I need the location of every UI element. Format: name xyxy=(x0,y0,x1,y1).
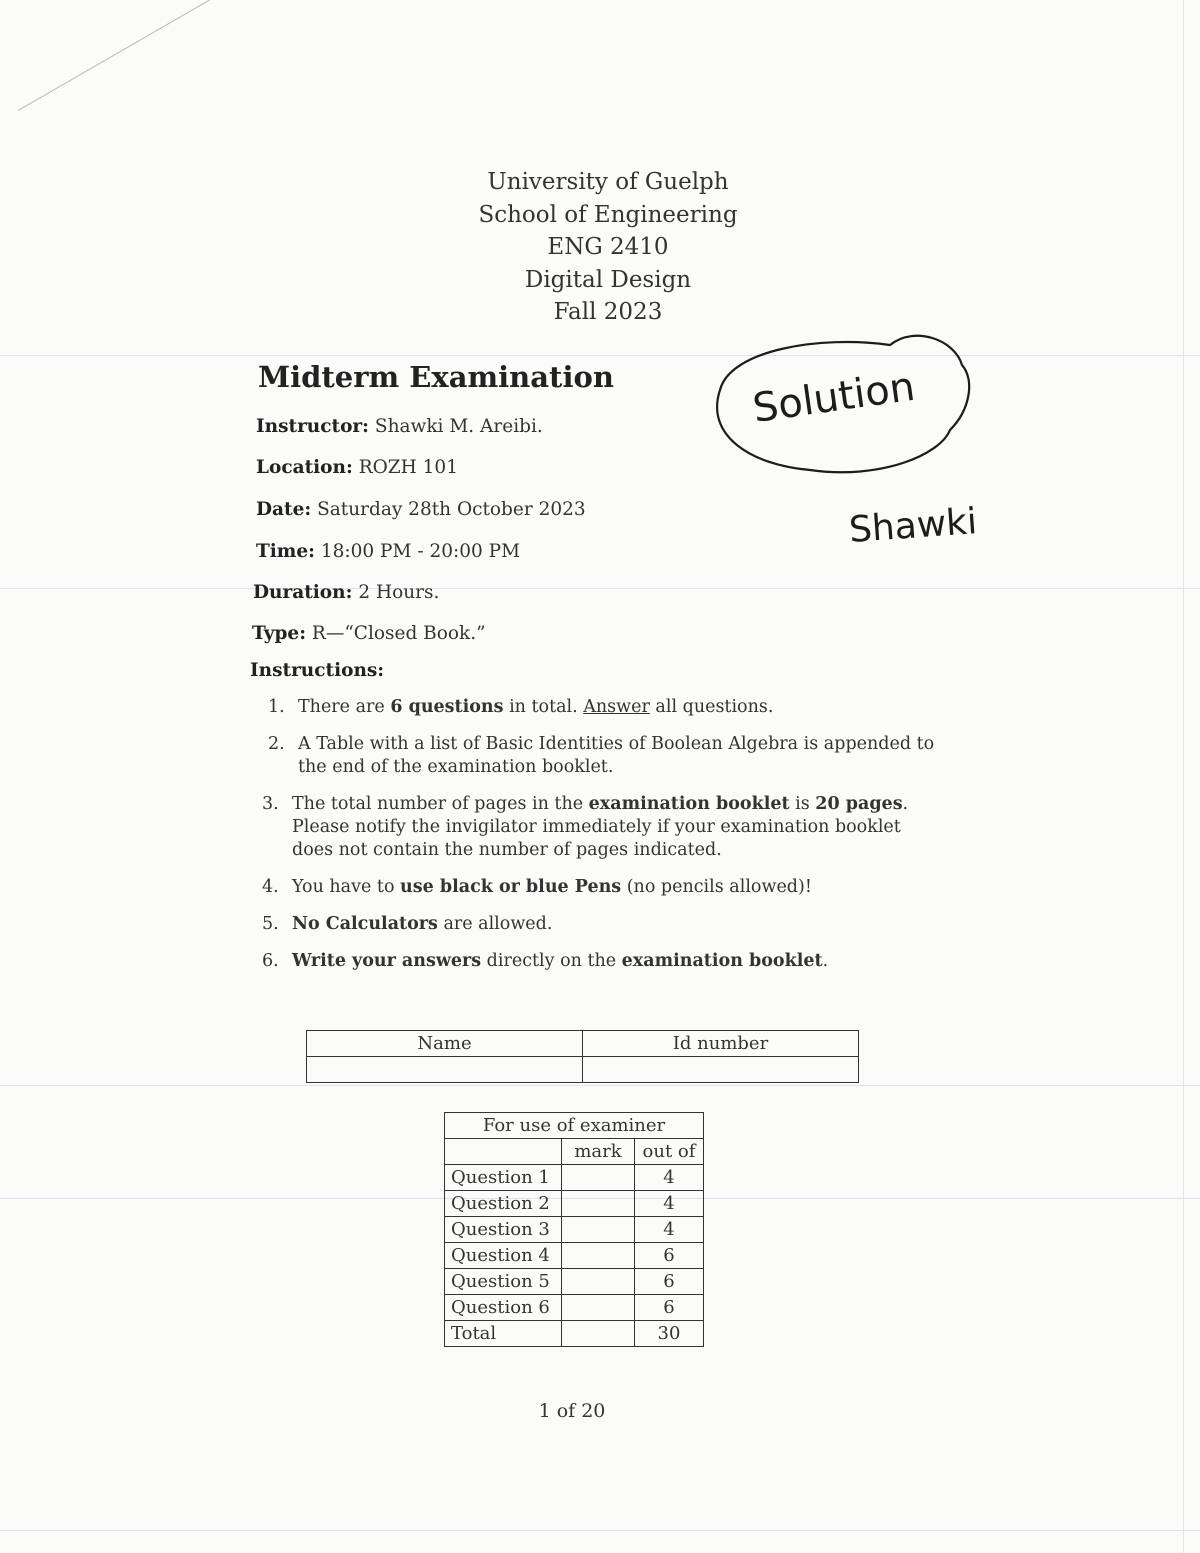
student-id-table xyxy=(306,1030,859,1083)
scan-rule xyxy=(0,355,1200,356)
solution-handwriting: Solution xyxy=(749,363,918,432)
out-of-cell: 4 xyxy=(635,1217,704,1243)
exam-title: Midterm Examination xyxy=(258,360,614,394)
total-out-of-cell: 30 xyxy=(635,1321,704,1347)
type-value: R—“Closed Book.” xyxy=(311,623,486,644)
school-name: School of Engineering xyxy=(478,201,738,228)
mark-cell xyxy=(562,1191,635,1217)
instruction-item: 2. A Table with a list of Basic Identities of Boolean Algebra is appended to the end of the examination booklet. xyxy=(268,734,935,777)
location-line xyxy=(256,457,458,478)
page-number: 1 of 20 xyxy=(538,1400,606,1422)
table-row xyxy=(445,1243,704,1269)
id-header: Id number xyxy=(583,1031,859,1057)
type-label: Type: xyxy=(252,623,307,644)
examiner-table xyxy=(444,1112,704,1347)
course-header xyxy=(0,166,1200,329)
out-of-cell: 4 xyxy=(635,1191,704,1217)
question-label: Question 6 xyxy=(445,1295,562,1321)
scan-rule xyxy=(0,1530,1200,1531)
date-value: Saturday 28th October 2023 xyxy=(317,499,586,520)
instruction-item: 6. Write your answers directly on the examination booklet. xyxy=(262,951,829,971)
out-of-cell: 6 xyxy=(635,1295,704,1321)
instruction-item: 4. You have to use black or blue Pens (no pencils allowed)! xyxy=(262,877,812,897)
table-row xyxy=(445,1165,704,1191)
question-label: Question 1 xyxy=(445,1165,562,1191)
table-row xyxy=(445,1269,704,1295)
id-field[interactable] xyxy=(583,1057,859,1083)
instructions-list xyxy=(262,696,948,973)
handwritten-annotation xyxy=(700,320,1000,560)
duration-value: 2 Hours. xyxy=(358,582,440,603)
total-mark-cell xyxy=(562,1321,635,1347)
course-code: ENG 2410 xyxy=(547,234,669,260)
mark-header: mark xyxy=(562,1139,635,1165)
scan-rule xyxy=(0,1085,1200,1086)
mark-cell xyxy=(562,1217,635,1243)
date-line xyxy=(256,499,586,520)
instructor-line xyxy=(256,416,543,437)
instructor-label: Instructor: xyxy=(256,416,369,437)
name-field[interactable] xyxy=(307,1057,583,1083)
instructor-value: Shawki M. Areibi. xyxy=(374,416,543,437)
location-label: Location: xyxy=(256,457,353,478)
scan-artifact-line xyxy=(18,0,218,111)
time-value: 18:00 PM - 20:00 PM xyxy=(320,541,521,562)
type-line xyxy=(252,623,486,644)
time-label: Time: xyxy=(256,541,315,562)
examiner-caption: For use of examiner xyxy=(445,1113,704,1139)
question-label: Question 4 xyxy=(445,1243,562,1269)
out-of-cell: 4 xyxy=(635,1165,704,1191)
instruction-item: 1. There are 6 questions in total. Answer all questions. xyxy=(268,697,774,717)
mark-cell xyxy=(562,1243,635,1269)
instruction-item: 3. The total number of pages in the examination booklet is 20 pages. Please notify the invigilator immediately if your examination booklet does not contain the number of pages indicated. xyxy=(262,794,909,860)
instruction-item: 5. No Calculators are allowed. xyxy=(262,914,553,934)
mark-cell xyxy=(562,1295,635,1321)
time-line xyxy=(256,541,520,562)
mark-cell xyxy=(562,1165,635,1191)
out-of-cell: 6 xyxy=(635,1269,704,1295)
table-row xyxy=(445,1217,704,1243)
signature-handwriting: Shawki xyxy=(847,501,979,551)
question-label: Question 5 xyxy=(445,1269,562,1295)
table-row xyxy=(445,1295,704,1321)
name-header: Name xyxy=(307,1031,583,1057)
term: Fall 2023 xyxy=(553,299,663,325)
date-label: Date: xyxy=(256,499,312,520)
instructions-heading: Instructions: xyxy=(250,660,385,681)
out-of-cell: 6 xyxy=(635,1243,704,1269)
course-name: Digital Design xyxy=(524,266,692,293)
total-label: Total xyxy=(445,1321,562,1347)
page-footer xyxy=(0,1400,1200,1422)
empty-header-cell xyxy=(445,1139,562,1165)
duration-label: Duration: xyxy=(253,582,353,603)
university-name: University of Guelph xyxy=(487,169,729,195)
table-row xyxy=(445,1321,704,1347)
location-value: ROZH 101 xyxy=(358,457,458,478)
scan-rule xyxy=(0,588,1200,589)
out-of-header: out of xyxy=(635,1139,704,1165)
duration-line xyxy=(253,582,439,603)
mark-cell xyxy=(562,1269,635,1295)
question-label: Question 3 xyxy=(445,1217,562,1243)
table-row xyxy=(445,1191,704,1217)
question-label: Question 2 xyxy=(445,1191,562,1217)
